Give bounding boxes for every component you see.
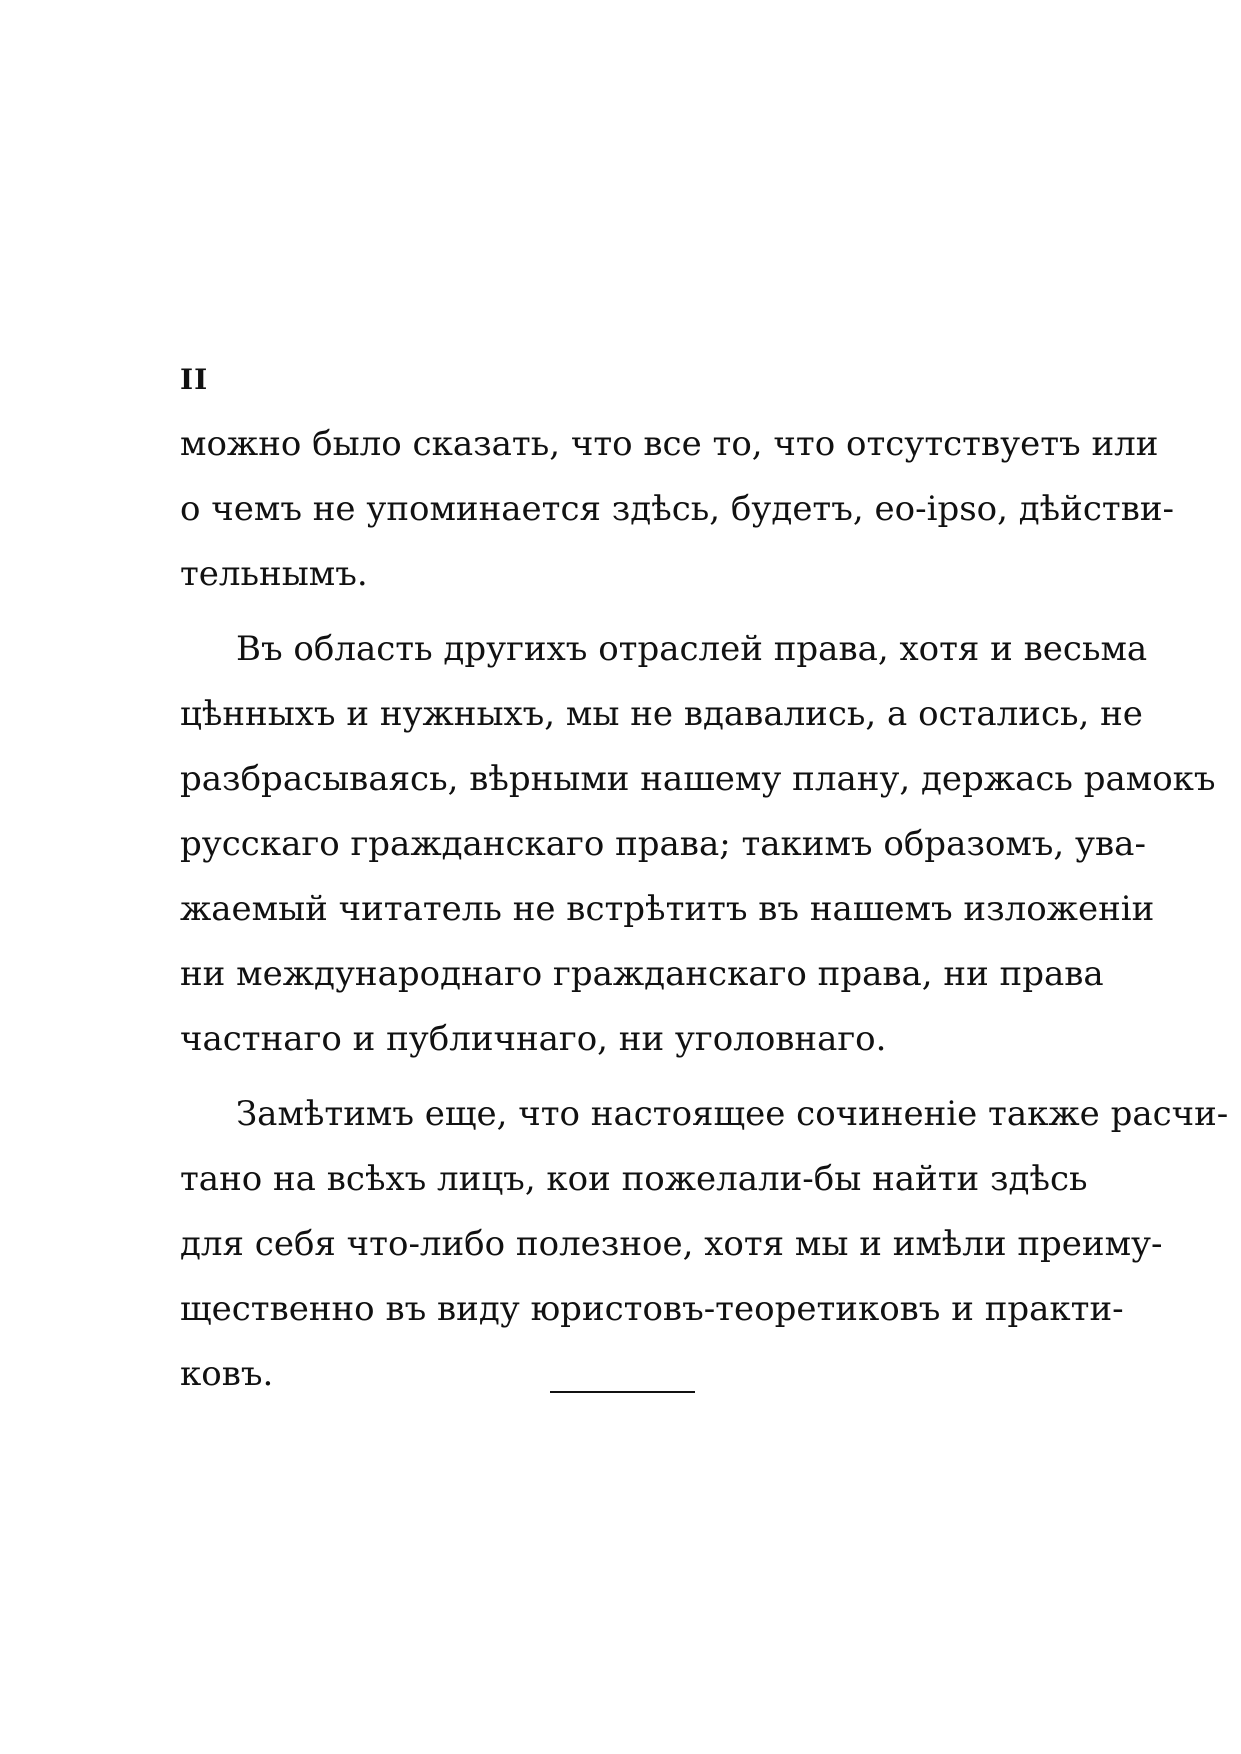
text-line: тано на всѣхъ лицъ, кои пожелали-бы найти здѣсь	[180, 1159, 1088, 1199]
text-line: цѣнныхъ и нужныхъ, мы не вдавались, а остались, не	[180, 694, 1143, 734]
text-line: разбрасываясь, вѣрными нашему плану, держась рамокъ	[180, 759, 1216, 799]
body-text	[180, 412, 1229, 1407]
paragraph	[180, 412, 1174, 607]
text-line: частнаго и публичнаго, ни уголовнаго.	[180, 1019, 887, 1059]
text-line: ни международнаго гражданскаго права, ни права	[180, 954, 1104, 994]
text-line: Замѣтимъ еще, что настоящее сочиненіе также расчи-	[236, 1094, 1229, 1134]
text-line: щественно въ виду юристовъ-теоретиковъ и практи-	[180, 1289, 1124, 1329]
text-line: жаемый читатель не встрѣтитъ въ нашемъ изложеніи	[180, 889, 1155, 929]
text-line: о чемъ не упоминается здѣсь, будетъ, eo-ipso, дѣйстви-	[180, 489, 1174, 529]
paragraph	[180, 1082, 1229, 1407]
text-line: Въ область другихъ отраслей права, хотя и весьма	[236, 629, 1148, 669]
page-number: II	[180, 363, 209, 396]
paragraph-gap	[180, 607, 1070, 617]
paragraph	[180, 617, 1216, 1072]
text-line: ковъ.	[180, 1354, 274, 1394]
text-line: тельнымъ.	[180, 554, 368, 594]
text-line: для себя что-либо полезное, хотя мы и имѣли преиму-	[180, 1224, 1163, 1264]
text-line: русскаго гражданскаго права; такимъ образомъ, ува-	[180, 824, 1146, 864]
text-line: можно было сказать, что все то, что отсутствуетъ или	[180, 424, 1159, 464]
section-end-rule	[550, 1391, 695, 1393]
paragraph-gap	[180, 1072, 1070, 1082]
